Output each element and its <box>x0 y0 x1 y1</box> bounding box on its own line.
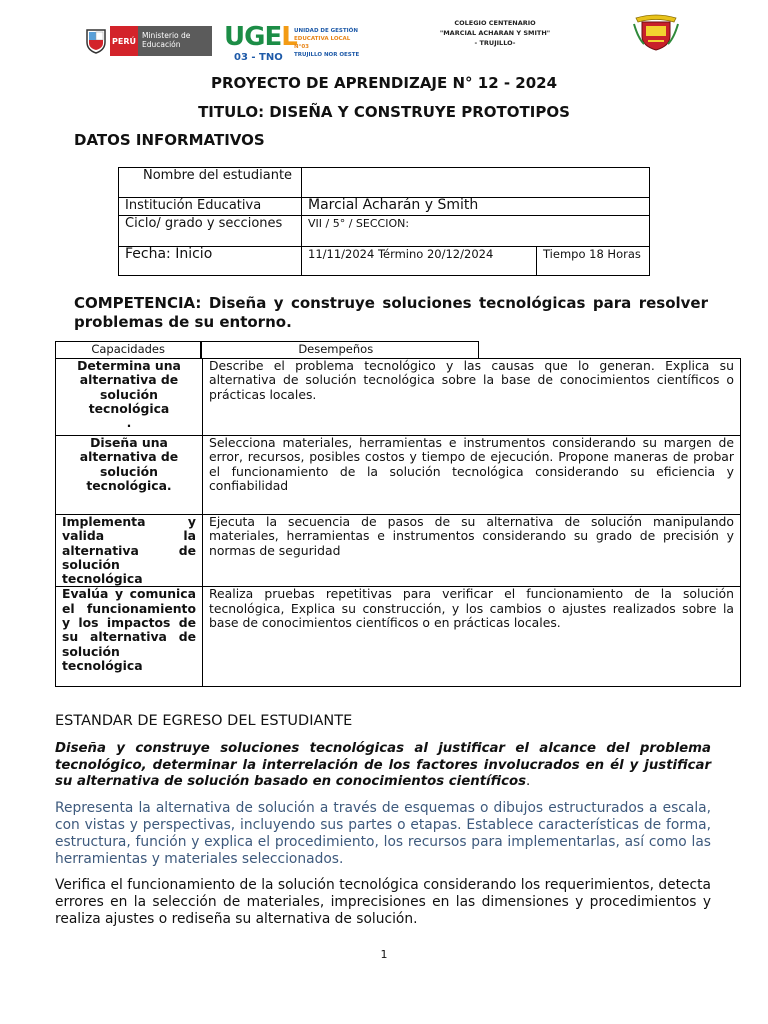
capacidad-cell: Diseña una alternativa de solución tecnológica. <box>56 436 203 515</box>
tiempo-value: Tiempo 18 Horas <box>537 247 650 276</box>
minedu-logo <box>82 26 212 56</box>
table-row <box>56 587 741 687</box>
ciclo-label: Ciclo/ grado y secciones <box>119 216 302 247</box>
desempeno-cell: Ejecuta la secuencia de pasos de su alternativa de solución manipulando materiales, herramientas e instrumentos considerando su grado de precisión y normas de seguridad <box>203 515 741 587</box>
estandar-paragraph-1: Diseña y construye soluciones tecnológicas al justificar el alcance del problema tecnológico, determinar la interrelación de los factores involucrados en él y justificar su alternativa de solución basado en conocimientos científicos. <box>55 741 711 789</box>
capacidades-header-label: Capacidades <box>55 341 201 358</box>
competencia: COMPETENCIA: Diseña y construye soluciones tecnológicas para resolver problemas de su entorno. <box>74 294 708 331</box>
desempeno-cell: Realiza pruebas repetitivas para verificar el funcionamiento de la solución tecnológica, Explica su construcción, y los cambios o ajustes realizados sobre la base de conocimientos científicos o en prácticas locales. <box>203 587 741 687</box>
institucion-value: Marcial Acharán y Smith <box>302 198 650 216</box>
estandar-paragraph-3: Verifica el funcionamiento de la solución tecnológica considerando los requerimientos, detecta errores en la selección de materiales, imprecisiones en las dimensiones y procedimientos y realiza ajustes o rediseña su alternativa de solución. <box>55 877 711 927</box>
table-row <box>56 359 741 436</box>
nombre-label: Nombre del estudiante <box>119 168 302 198</box>
desempeno-cell: Describe el problema tecnológico y las causas que lo generan. Explica su alternativa de solución tecnológica sobre la base de conocimientos científicos o prácticas locales. <box>203 359 741 436</box>
capacidad-cell: Evalúa y comunica el funcionamiento y los impactos de su alternativa de solución tecnológica <box>56 587 203 687</box>
ugel-lines: UNIDAD DE GESTIÓN EDUCATIVA LOCAL N°03 TRUJILLO NOR OESTE <box>294 28 360 58</box>
table-row <box>56 515 741 587</box>
desempeno-cell: Selecciona materiales, herramientas e instrumentos considerando su margen de error, recursos, posibles costos y tiempo de ejecución. Propone maneras de probar el funcionamiento de la solución tecnológica considerando su eficiencia y confiabilidad <box>203 436 741 515</box>
peru-shield-icon <box>82 26 110 56</box>
info-table <box>118 167 650 276</box>
fecha-value: 11/11/2024 Término 20/12/2024 <box>302 247 537 276</box>
page-number: 1 <box>380 948 388 961</box>
capacidades-header <box>55 341 479 358</box>
ugel-wordmark: UGEL <box>224 22 297 52</box>
nombre-value <box>302 168 650 198</box>
desempenos-header-label: Desempeños <box>201 341 479 358</box>
capacidades-table <box>55 358 741 687</box>
fecha-label: Fecha: Inicio <box>119 247 302 276</box>
project-subtitle: TITULO: DISEÑA Y CONSTRUYE PROTOTIPOS <box>198 103 570 121</box>
capacidad-cell: Determina una alternativa de solución tecnológica . <box>56 359 203 436</box>
institucion-label: Institución Educativa <box>119 198 302 216</box>
ministry-label: Ministerio de Educación <box>138 26 212 56</box>
school-crest-icon <box>630 14 682 52</box>
ugel-code: 03 - TNO <box>234 52 283 63</box>
estandar-heading: ESTANDAR DE EGRESO DEL ESTUDIANTE <box>55 713 353 729</box>
datos-heading: DATOS INFORMATIVOS <box>74 131 265 149</box>
capacidad-cell: Implementa y valida la alternativa de solución tecnológica <box>56 515 203 587</box>
school-name: COLEGIO CENTENARIO "MARCIAL ACHARAN Y SMITH" - TRUJILLO- <box>439 19 551 47</box>
peru-label: PERÚ <box>110 26 138 56</box>
project-title: PROYECTO DE APRENDIZAJE N° 12 - 2024 <box>210 74 558 92</box>
ugel-logo <box>224 22 364 66</box>
estandar-paragraph-2: Representa la alternativa de solución a través de esquemas o dibujos estructurados a escala, con vistas y perspectivas, incluyendo sus partes o etapas. Establece características de forma, estructura, función y explica el procedimiento, los recursos para implementarlas, así como las herramientas y materiales seleccionados. <box>55 800 711 867</box>
ciclo-value: VII / 5° / SECCION: <box>302 216 650 247</box>
table-row <box>56 436 741 515</box>
